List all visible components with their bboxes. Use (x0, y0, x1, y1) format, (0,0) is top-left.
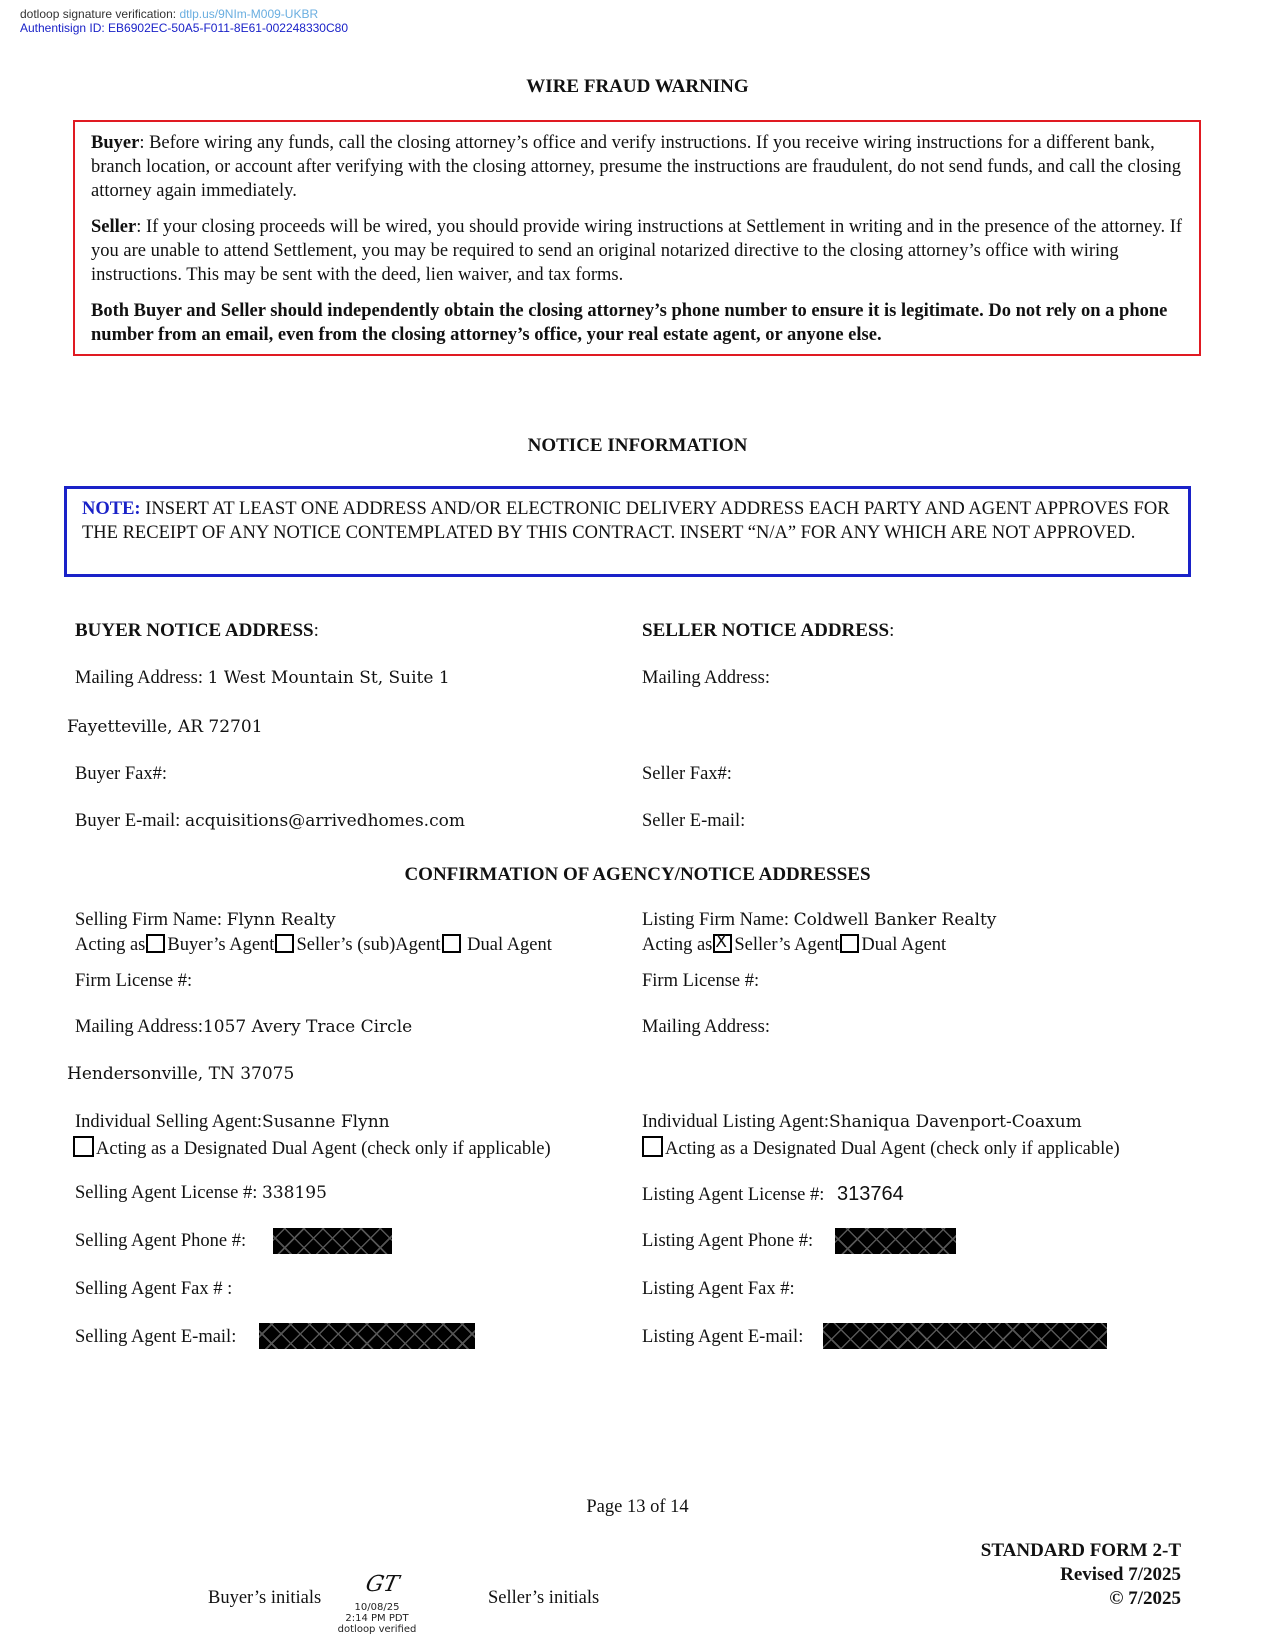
seller-label: Seller (91, 217, 137, 237)
sellers-agent-check-mark: X (715, 932, 728, 952)
selling-designated-dual-checkbox[interactable] (73, 1136, 94, 1157)
listing-dual-agent-checkbox[interactable] (840, 934, 859, 953)
wire-fraud-buyer-paragraph (91, 131, 1186, 203)
buyer-notice-heading-colon: : (313, 620, 319, 641)
buyers-agent-checkbox[interactable] (146, 934, 165, 953)
standard-form-block (981, 1539, 1181, 1611)
buyer-label: Buyer (91, 133, 140, 153)
form-copyright: © 7/2025 (1109, 1588, 1181, 1609)
listing-acting-as-label: Acting as (642, 935, 713, 955)
wire-fraud-box (73, 120, 1201, 356)
individual-listing-agent-row (642, 1112, 1082, 1133)
sellers-agent-checkbox[interactable] (713, 934, 732, 953)
listing-firm-license-label: Firm License #: (642, 971, 760, 991)
individual-selling-agent-value[interactable]: Susanne Flynn (262, 1112, 390, 1132)
notice-note-box (64, 486, 1191, 577)
listing-mailing-label: Mailing Address: (642, 1017, 770, 1037)
listing-agent-license-value[interactable]: 313764 (837, 1183, 904, 1205)
agency-title: CONFIRMATION OF AGENCY/NOTICE ADDRESSES (404, 864, 871, 885)
buyer-notice-heading-text: BUYER NOTICE ADDRESS (75, 620, 314, 641)
selling-agent-email-redaction (259, 1323, 475, 1349)
selling-designated-dual-label: Acting as a Designated Dual Agent (check only if applicable) (96, 1139, 551, 1159)
standard-form-name: STANDARD FORM 2-T (980, 1540, 1181, 1561)
dotloop-verification-link[interactable]: dtlp.us/9NIm-M009-UKBR (179, 7, 319, 21)
seller-mailing-label: Mailing Address: (642, 668, 770, 688)
buyer-initials-mark: GT (363, 1572, 401, 1597)
seller-notice-heading-text: SELLER NOTICE ADDRESS (642, 620, 890, 641)
listing-agent-email-label: Listing Agent E-mail: (642, 1327, 804, 1347)
listing-agent-license-label: Listing Agent License #: (642, 1185, 825, 1205)
listing-agent-license-row (642, 1183, 904, 1206)
seller-instructions: : If your closing proceeds will be wired, you should provide wiring instructions at Settlement in writing and in the presence of the attorney. If you are unable to attend Settlement, you may be required to send an original notarized directive to the closing attorney’s office with wiring instructions. This may be sent with the deed, lien waiver, and tax forms. (91, 217, 1183, 285)
selling-dual-agent-checkbox[interactable] (442, 934, 461, 953)
buyer-email-row (75, 811, 465, 832)
selling-mailing-value-line2[interactable]: Hendersonville, TN 37075 (67, 1064, 295, 1084)
selling-firm-value[interactable]: Flynn Realty (226, 910, 336, 930)
sellers-initials-label: Seller’s initials (488, 1588, 600, 1608)
listing-dual-agent-option: Dual Agent (861, 935, 947, 955)
notice-information-title: NOTICE INFORMATION (527, 435, 748, 456)
wire-fraud-title: WIRE FRAUD WARNING (526, 76, 749, 97)
selling-agent-phone-label: Selling Agent Phone #: (75, 1231, 247, 1251)
listing-agent-phone-redaction (835, 1228, 956, 1254)
buyer-mailing-value[interactable]: 1 West Mountain St, Suite 1 (207, 668, 450, 688)
listing-designated-dual-label: Acting as a Designated Dual Agent (check only if applicable) (665, 1139, 1120, 1159)
selling-agent-license-label: Selling Agent License #: (75, 1183, 258, 1203)
form-revised: Revised 7/2025 (1060, 1564, 1181, 1585)
listing-agent-phone-label: Listing Agent Phone #: (642, 1231, 814, 1251)
individual-selling-agent-label: Individual Selling Agent: (75, 1112, 263, 1132)
selling-mailing-row (75, 1017, 412, 1038)
stamp-date: 10/08/25 (354, 1602, 400, 1613)
selling-agent-license-value[interactable]: 338195 (262, 1183, 327, 1203)
seller-email-label: Seller E-mail: (642, 811, 746, 831)
sellers-subagent-checkbox[interactable] (275, 934, 294, 953)
selling-firm-row (75, 910, 336, 931)
selling-firm-label: Selling Firm Name: (75, 910, 222, 930)
buyer-notice-heading (75, 620, 319, 642)
listing-firm-value[interactable]: Coldwell Banker Realty (793, 910, 997, 930)
individual-listing-agent-value[interactable]: Shaniqua Davenport-Coaxum (829, 1112, 1082, 1132)
selling-designated-dual-row (72, 1136, 551, 1160)
listing-agent-fax-label: Listing Agent Fax #: (642, 1279, 795, 1299)
listing-designated-dual-row (641, 1136, 1120, 1160)
dotloop-verification-label: dotloop signature verification: (20, 7, 177, 21)
sellers-agent-option: Seller’s Agent (734, 935, 840, 955)
listing-firm-label: Listing Firm Name: (642, 910, 789, 930)
page-number: Page 13 of 14 (586, 1497, 689, 1517)
buyer-instructions: : Before wiring any funds, call the closing attorney’s office and verify instructions. If you receive wiring instructions for a different bank, branch location, or account after verifying with the closing attorney, presume the instructions are fraudulent, do not send funds, and call the closing attorney again immediately. (91, 133, 1181, 201)
sellers-subagent-option: Seller’s (sub)Agent (296, 935, 441, 955)
seller-fax-label: Seller Fax#: (642, 764, 732, 784)
individual-selling-agent-row (75, 1112, 390, 1133)
individual-listing-agent-label: Individual Listing Agent: (642, 1112, 830, 1132)
selling-agent-fax-label: Selling Agent Fax # : (75, 1279, 233, 1299)
dotloop-verification-line (20, 7, 318, 21)
selling-dual-agent-option: Dual Agent (467, 935, 552, 955)
selling-firm-license-label: Firm License #: (75, 971, 193, 991)
buyer-mailing-label: Mailing Address: (75, 668, 203, 688)
buyer-mailing-address-row (75, 668, 450, 689)
stamp-time: 2:14 PM PDT (345, 1613, 409, 1624)
authentisign-id: Authentisign ID: EB6902EC-50A5-F011-8E61-002248330C80 (20, 21, 348, 35)
notice-note-text (82, 497, 1177, 545)
note-label: NOTE: (82, 499, 141, 519)
selling-agent-email-label: Selling Agent E-mail: (75, 1327, 237, 1347)
wire-fraud-seller-paragraph (91, 215, 1186, 287)
wire-fraud-both-paragraph: Both Buyer and Seller should independently obtain the closing attorney’s phone number to ensure it is legitimate. Do not rely on a phone number from an email, even from the closing attorney’s office, your real estate agent, or anyone else. (91, 301, 1168, 345)
note-instructions: INSERT AT LEAST ONE ADDRESS AND/OR ELECTRONIC DELIVERY ADDRESS EACH PARTY AND AGENT APPROVES FOR THE RECEIPT OF ANY NOTICE CONTEMPLATED BY THIS CONTRACT. INSERT “N/A” FOR ANY WHICH ARE NOT APPROVED. (82, 499, 1170, 543)
listing-agent-email-redaction (823, 1323, 1107, 1349)
selling-acting-as-label: Acting as (75, 935, 146, 955)
seller-notice-heading (642, 620, 894, 642)
stamp-verified: dotloop verified (337, 1624, 417, 1635)
buyers-agent-option: Buyer’s Agent (167, 935, 275, 955)
selling-mailing-label: Mailing Address: (75, 1017, 203, 1037)
seller-notice-heading-colon: : (889, 620, 895, 641)
dotloop-stamp (325, 1602, 429, 1635)
selling-acting-as-row (75, 934, 552, 956)
buyer-mailing-value-line2[interactable]: Fayetteville, AR 72701 (67, 717, 263, 737)
buyer-fax-label: Buyer Fax#: (75, 764, 167, 784)
listing-acting-as-row (642, 934, 946, 956)
selling-agent-phone-redaction (273, 1228, 392, 1254)
selling-mailing-value[interactable]: 1057 Avery Trace Circle (202, 1017, 413, 1037)
buyer-email-value[interactable]: acquisitions@arrivedhomes.com (184, 811, 465, 831)
buyers-initials-label: Buyer’s initials (208, 1588, 322, 1608)
listing-firm-row (642, 910, 996, 931)
buyer-email-label: Buyer E-mail: (75, 811, 181, 831)
selling-agent-license-row (75, 1183, 327, 1204)
listing-designated-dual-checkbox[interactable] (642, 1136, 663, 1157)
